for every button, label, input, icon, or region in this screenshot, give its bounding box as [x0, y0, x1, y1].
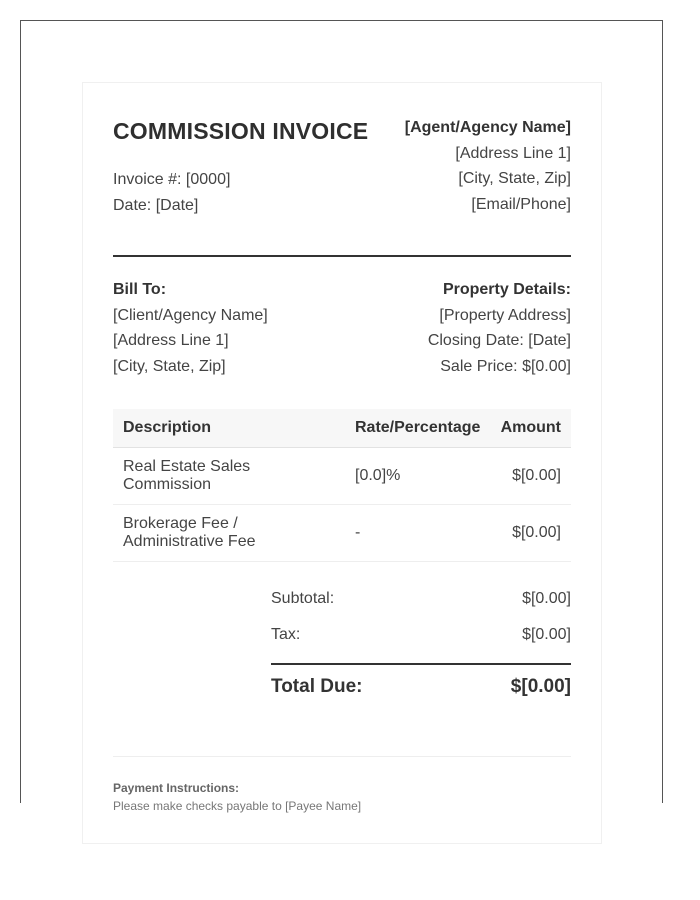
agent-address: [Address Line 1]: [455, 144, 571, 162]
totals-block: [271, 588, 571, 697]
column-header-description: Description: [113, 409, 345, 448]
row-description: Real Estate Sales Commission: [113, 448, 345, 505]
tax-label: Tax:: [271, 626, 301, 643]
property-address: [Property Address]: [439, 306, 571, 324]
property-heading: Property Details:: [442, 281, 571, 298]
agent-city-state-zip: [City, State, Zip]: [458, 170, 571, 187]
invoice-date: Date: [Date]: [113, 197, 199, 214]
document-frame: [20, 20, 663, 813]
bill-to-heading: Bill To:: [113, 281, 167, 298]
agent-contact: [Email/Phone]: [471, 195, 571, 213]
bill-to-client: [Client/Agency Name]: [113, 306, 268, 324]
row-amount: $[0.00]: [490, 448, 571, 505]
tax-value: $[0.00]: [522, 626, 571, 643]
table-row: [113, 448, 571, 505]
header-divider: [113, 255, 571, 257]
invoice-page: [82, 82, 602, 844]
table-row: [113, 505, 571, 562]
property-closing-date: Closing Date: [Date]: [427, 332, 571, 349]
row-description: Brokerage Fee / Administrative Fee: [113, 505, 345, 562]
column-header-amount: Amount: [490, 409, 571, 448]
row-rate: -: [345, 505, 490, 562]
payment-instructions-heading: Payment Instructions:: [113, 781, 240, 795]
subtotal-value: $[0.00]: [522, 590, 571, 607]
table-header-row: [113, 409, 571, 448]
total-divider: [271, 663, 571, 665]
subtotal-label: Subtotal:: [271, 590, 335, 607]
total-due-value: $[0.00]: [510, 676, 571, 697]
bill-to-city-state-zip: [City, State, Zip]: [113, 357, 226, 375]
payment-instructions-text: Please make checks payable to [Payee Name]: [113, 799, 362, 813]
payment-instructions: [113, 779, 361, 815]
invoice-title: COMMISSION INVOICE: [113, 118, 369, 144]
agent-block: [405, 115, 571, 217]
total-due-label: Total Due:: [271, 676, 363, 697]
property-sale-price: Sale Price: $[0.00]: [440, 357, 571, 375]
agent-name: [Agent/Agency Name]: [404, 119, 571, 136]
row-amount: $[0.00]: [490, 505, 571, 562]
footer-divider: [113, 756, 571, 757]
tax-row: [271, 624, 571, 660]
line-items-table: [113, 409, 571, 562]
column-header-rate: Rate/Percentage: [345, 409, 490, 448]
bill-to-address: [Address Line 1]: [113, 332, 229, 349]
subtotal-row: [271, 588, 571, 624]
bill-to-block: [113, 277, 268, 379]
property-block: [428, 277, 571, 379]
row-rate: [0.0]%: [345, 448, 490, 505]
invoice-number: Invoice #: [0000]: [113, 171, 231, 188]
